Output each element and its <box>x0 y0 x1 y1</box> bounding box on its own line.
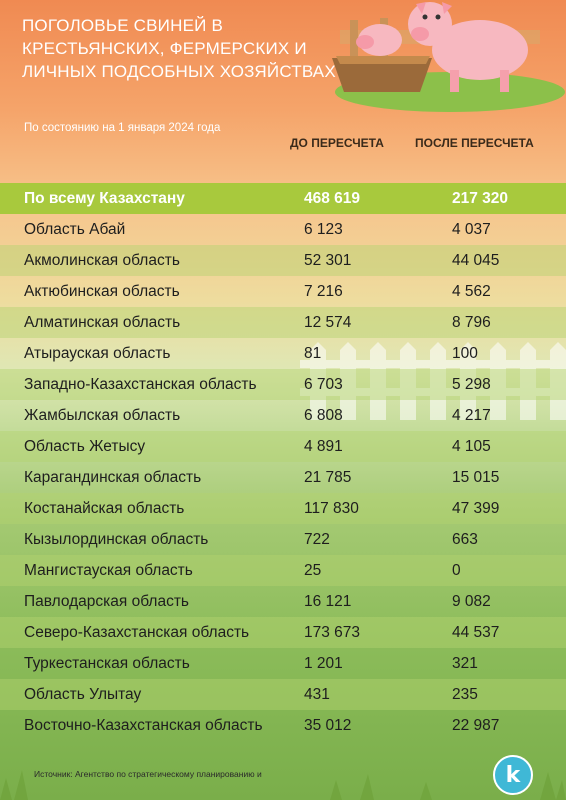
row-after: 235 <box>452 685 478 703</box>
table-row <box>0 648 566 679</box>
row-after: 321 <box>452 654 478 672</box>
data-table <box>0 183 566 741</box>
row-after: 44 537 <box>452 623 500 641</box>
row-name: Западно-Казахстанская область <box>24 375 257 393</box>
row-name: Кызылординская область <box>24 530 209 548</box>
date-caption: По состоянию на 1 января 2024 года <box>24 122 221 134</box>
row-name: Область Абай <box>24 220 126 238</box>
row-name: Область Жетысу <box>24 437 146 455</box>
row-after: 663 <box>452 530 478 548</box>
row-name: Актюбинская область <box>24 282 180 300</box>
table-row <box>0 555 566 586</box>
row-before: 6 808 <box>304 406 343 424</box>
table-row <box>0 462 566 493</box>
row-name: Акмолинская область <box>24 251 180 269</box>
row-before: 52 301 <box>304 251 352 269</box>
table-row-total <box>0 183 566 214</box>
row-before: 1 201 <box>304 654 343 672</box>
row-after: 217 320 <box>452 189 509 207</box>
table-row <box>0 400 566 431</box>
k-logo-icon[interactable]: k <box>493 755 533 795</box>
row-name: Туркестанская область <box>24 654 190 672</box>
row-after: 4 037 <box>452 220 491 238</box>
row-after: 44 045 <box>452 251 500 269</box>
column-header-before: ДО ПЕРЕСЧЕТА <box>290 136 384 150</box>
row-name: По всему Казахстану <box>24 189 185 207</box>
table-row <box>0 431 566 462</box>
row-before: 468 619 <box>304 189 361 207</box>
table-row <box>0 307 566 338</box>
row-after: 5 298 <box>452 375 491 393</box>
row-before: 35 012 <box>304 716 352 734</box>
row-before: 173 673 <box>304 623 361 641</box>
row-after: 8 796 <box>452 313 491 331</box>
row-name: Северо-Казахстанская область <box>24 623 250 641</box>
table-row <box>0 710 566 741</box>
row-after: 0 <box>452 561 461 579</box>
table-row <box>0 586 566 617</box>
table-row <box>0 214 566 245</box>
table-row <box>0 276 566 307</box>
row-before: 16 121 <box>304 592 352 610</box>
row-before: 81 <box>304 344 322 362</box>
row-after: 4 562 <box>452 282 491 300</box>
table-row <box>0 524 566 555</box>
row-before: 25 <box>304 561 322 579</box>
source-note: Источник: Агентство по стратегическому планированию и <box>34 769 262 779</box>
row-before: 431 <box>304 685 330 703</box>
row-after: 9 082 <box>452 592 491 610</box>
row-after: 22 987 <box>452 716 500 734</box>
column-header-after: ПОСЛЕ ПЕРЕСЧЕТА <box>415 136 534 150</box>
row-name: Костанайская область <box>24 499 185 517</box>
row-name: Область Улытау <box>24 685 142 703</box>
row-after: 15 015 <box>452 468 500 486</box>
row-after: 4 105 <box>452 437 491 455</box>
row-after: 4 217 <box>452 406 491 424</box>
row-before: 6 123 <box>304 220 343 238</box>
row-before: 722 <box>304 530 330 548</box>
table-row <box>0 617 566 648</box>
row-before: 117 830 <box>304 499 359 517</box>
table-row <box>0 338 566 369</box>
row-before: 21 785 <box>304 468 352 486</box>
row-name: Мангистауская область <box>24 561 193 579</box>
table-row <box>0 679 566 710</box>
header <box>0 0 566 180</box>
table-row <box>0 245 566 276</box>
row-name: Алматинская область <box>24 313 181 331</box>
row-before: 6 703 <box>304 375 343 393</box>
row-after: 47 399 <box>452 499 500 517</box>
row-after: 100 <box>452 344 478 362</box>
pigs-illustration <box>320 0 566 112</box>
row-name: Восточно-Казахстанская область <box>24 716 263 734</box>
page-title: ПОГОЛОВЬЕ СВИНЕЙ В КРЕСТЬЯНСКИХ, ФЕРМЕРСКИХ И ЛИЧНЫХ ПОДСОБНЫХ ХОЗЯЙСТВАХ <box>22 16 336 81</box>
row-name: Павлодарская область <box>24 592 190 610</box>
row-name: Атырауская область <box>24 344 171 362</box>
row-name: Карагандинская область <box>24 468 202 486</box>
table-row <box>0 493 566 524</box>
row-before: 12 574 <box>304 313 352 331</box>
row-name: Жамбылская область <box>24 406 181 424</box>
row-before: 7 216 <box>304 282 343 300</box>
table-row <box>0 369 566 400</box>
row-before: 4 891 <box>304 437 343 455</box>
